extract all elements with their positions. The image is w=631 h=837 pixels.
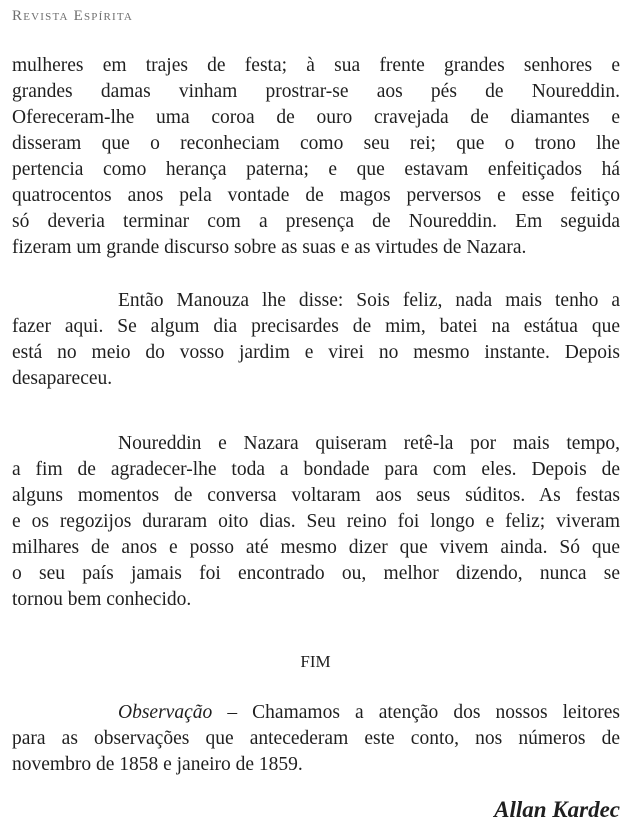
observation-label: Observação — [118, 702, 213, 723]
text-line: Ofereceram-lhe uma coroa de ouro cravejada de diamantes e — [12, 107, 620, 128]
running-header: Revista Espírita — [12, 8, 134, 24]
text-line: a fim de agradecer-lhe toda a bondade para com eles. Depois de — [12, 459, 620, 480]
text-line: milhares de anos e posso até mesmo dizer que vivem ainda. Só que — [12, 537, 620, 558]
text-line: está no meio do vosso jardim e virei no mesmo instante. Depois — [12, 342, 620, 363]
observation-first-line — [12, 700, 620, 726]
text-line: para as observações que antecederam este conto, nos números de — [12, 728, 620, 749]
end-marker: FIM — [300, 652, 331, 671]
observation-paragraph — [12, 700, 620, 778]
text-line: desapareceu. — [12, 368, 113, 389]
text-line: pertencia como herança paterna; e que estavam enfeitiçados há — [12, 159, 620, 180]
paragraph-1 — [12, 53, 620, 261]
author-signature: Allan Kardec — [494, 797, 620, 822]
text-line: alguns momentos de conversa voltaram aos seus súditos. As festas — [12, 485, 620, 506]
text-line: quatrocentos anos pela vontade de magos perversos e esse feitiço — [12, 185, 620, 206]
paragraph-3 — [12, 431, 620, 613]
text-line: e os regozijos duraram oito dias. Seu reino foi longo e feliz; viveram — [12, 511, 620, 532]
text-line: Então Manouza lhe disse: Sois feliz, nada mais tenho a — [118, 290, 620, 311]
paragraph-2 — [12, 288, 620, 392]
text-line: tornou bem conhecido. — [12, 589, 192, 610]
text-line: fazer aqui. Se algum dia precisardes de mim, batei na estátua que — [12, 316, 620, 337]
text-line: novembro de 1858 e janeiro de 1859. — [12, 754, 303, 775]
text-line: fizeram um grande discurso sobre as suas e as virtudes de Nazara. — [12, 237, 527, 258]
text-line: disseram que o reconheciam como seu rei; que o trono lhe — [12, 133, 620, 154]
text-line: Noureddin e Nazara quiseram retê-la por mais tempo, — [118, 433, 620, 454]
text-line: só deveria terminar com a presença de Noureddin. Em seguida — [12, 211, 620, 232]
text-line: o seu país jamais foi encontrado ou, melhor dizendo, nunca se — [12, 563, 620, 584]
observation-text: – Chamamos a atenção dos nossos leitores — [227, 702, 621, 723]
text-line: mulheres em trajes de festa; à sua frente grandes senhores e — [12, 55, 620, 76]
text-line: grandes damas vinham prostrar-se aos pés de Noureddin. — [12, 81, 620, 102]
